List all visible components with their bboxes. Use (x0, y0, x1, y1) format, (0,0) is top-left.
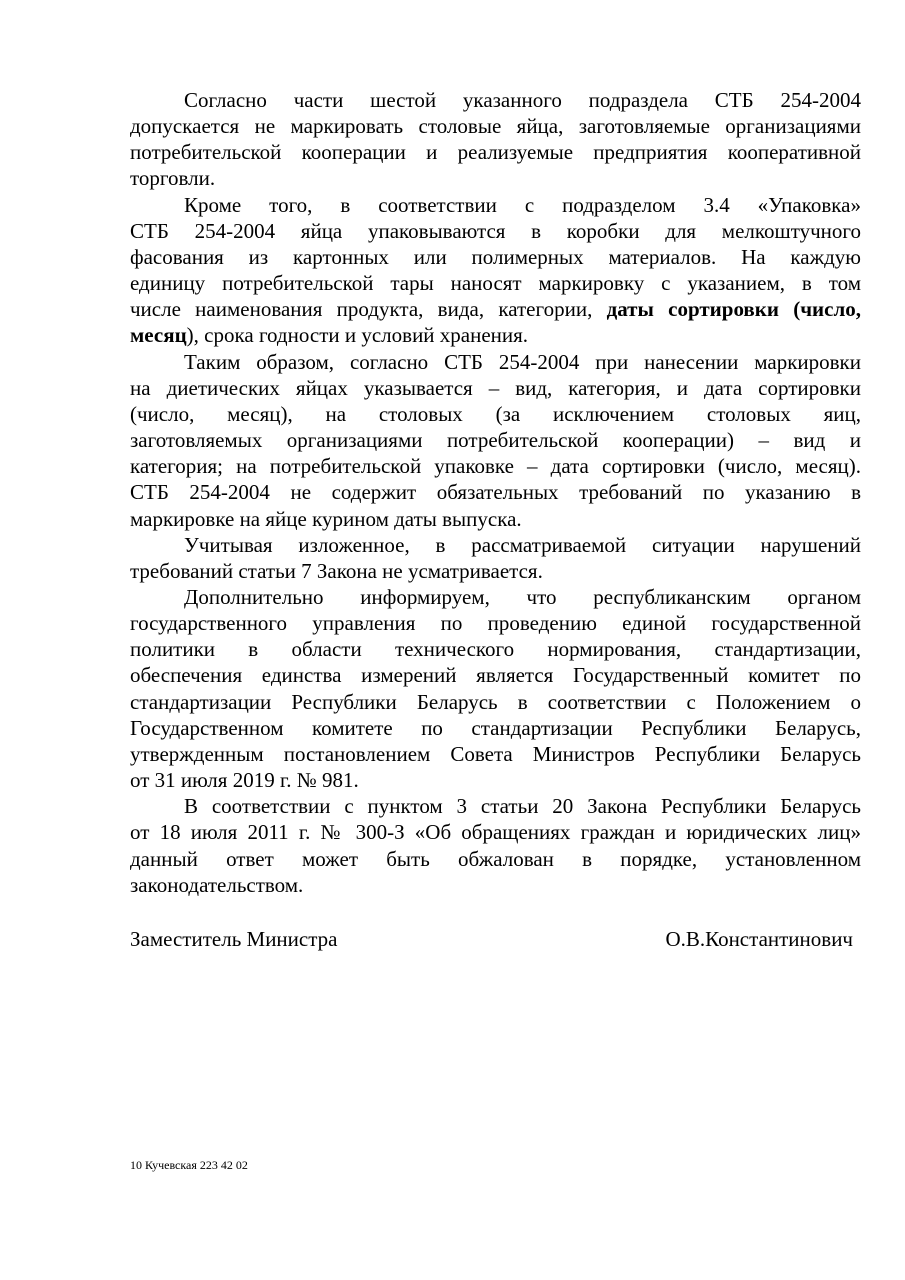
bold-text: даты сортировки (число, (606, 297, 862, 322)
text-segment: Учитывая изложенное, в рассматриваемой ситуации нарушений (184, 532, 861, 557)
text-segment: стандартизации Республики Беларусь в соответствии с Положением о (130, 689, 861, 714)
text-line (130, 322, 861, 348)
text-segment: от 31 июля 2019 г. № 981. (130, 768, 359, 793)
text-line (130, 427, 861, 453)
text-line (130, 296, 861, 322)
text-segment: категория; на потребительской упаковке – дата сортировки (число, месяц). (130, 454, 861, 479)
text-line (130, 479, 861, 505)
text-segment: фасования из картонных или полимерных материалов. На каждую (130, 244, 861, 269)
text-segment: от 18 июля 2011 г. № 300-З «Об обращениях граждан и юридических лиц» (130, 820, 861, 845)
text-segment: политики в области технического нормирования, стандартизации, (130, 637, 861, 662)
text-line (130, 819, 861, 845)
text-segment: числе наименования продукта, вида, категории, (130, 297, 607, 322)
text-line (130, 662, 861, 688)
text-line (130, 139, 861, 165)
text-segment: (число, месяц), на столовых (за исключением столовых яиц, (130, 401, 861, 426)
text-line (130, 192, 861, 218)
text-segment: утвержденным постановлением Совета Министров Республики Беларусь (130, 741, 861, 766)
signatory-position: Заместитель Министра (130, 927, 338, 951)
text-segment: потребительской кооперации и реализуемые предприятия кооперативной (130, 140, 861, 165)
paragraph (130, 793, 861, 898)
text-segment: СТБ 254-2004 яйца упаковываются в коробки для мелкоштучного (130, 218, 861, 243)
letter-body (130, 87, 861, 898)
text-segment: маркировке на яйце курином даты выпуска. (130, 506, 522, 531)
text-segment: Согласно части шестой указанного подраздела СТБ 254-2004 (184, 88, 861, 112)
text-line (130, 793, 861, 819)
text-line (130, 270, 861, 296)
text-line (130, 453, 861, 479)
text-line (130, 244, 861, 270)
text-line (130, 715, 861, 741)
text-line (130, 846, 861, 872)
text-segment: на диетических яйцах указывается – вид, категория, и дата сортировки (130, 375, 861, 400)
text-line (130, 375, 861, 401)
text-line (130, 558, 861, 584)
text-segment: В соответствии с пунктом 3 статьи 20 Закона Республики Беларусь (184, 794, 861, 819)
paragraph (130, 532, 861, 584)
paragraph (130, 584, 861, 793)
text-segment: законодательством. (130, 872, 304, 897)
text-segment: требований статьи 7 Закона не усматривается. (130, 558, 543, 583)
text-segment: допускается не маркировать столовые яйца, заготовляемые организациями (130, 114, 861, 139)
text-segment: торговли. (130, 166, 216, 191)
text-segment: Кроме того, в соответствии с подразделом 3.4 «Упаковка» (184, 192, 861, 217)
text-line (130, 584, 861, 610)
text-segment: СТБ 254-2004 не содержит обязательных требований по указанию в (130, 480, 861, 505)
text-line (130, 636, 861, 662)
text-segment: Государственном комитете по стандартизации Республики Беларусь, (130, 715, 861, 740)
text-line (130, 610, 861, 636)
text-line (130, 349, 861, 375)
text-segment: данный ответ может быть обжалован в порядке, установленном (130, 846, 861, 871)
text-line (130, 506, 861, 532)
text-line (130, 767, 861, 793)
text-segment: заготовляемых организациями потребительской кооперации) – вид и (130, 428, 861, 453)
text-segment: Дополнительно информируем, что республиканским органом (184, 584, 861, 609)
text-segment: государственного управления по проведению единой государственной (130, 611, 861, 636)
text-line (130, 87, 861, 113)
text-line (130, 741, 861, 767)
signatory-name: О.В.Константинович (665, 927, 853, 951)
text-line (130, 401, 861, 427)
text-line (130, 872, 861, 898)
text-line (130, 165, 861, 191)
text-line (130, 218, 861, 244)
paragraph (130, 349, 861, 532)
text-segment: обеспечения единства измерений является Государственный комитет по (130, 663, 861, 688)
text-line (130, 689, 861, 715)
executor-footer: 10 Кучевская 223 42 02 (130, 1158, 248, 1172)
text-line (130, 532, 861, 558)
text-segment: единицу потребительской тары наносят маркировку с указанием, в том (130, 271, 861, 296)
text-line (130, 113, 861, 139)
paragraph (130, 192, 861, 349)
bold-text: месяц (130, 323, 187, 348)
paragraph (130, 87, 861, 192)
text-segment: Таким образом, согласно СТБ 254-2004 при нанесении маркировки (184, 349, 861, 374)
signature-block (130, 927, 853, 952)
text-segment: ), срока годности и условий хранения. (186, 323, 529, 348)
